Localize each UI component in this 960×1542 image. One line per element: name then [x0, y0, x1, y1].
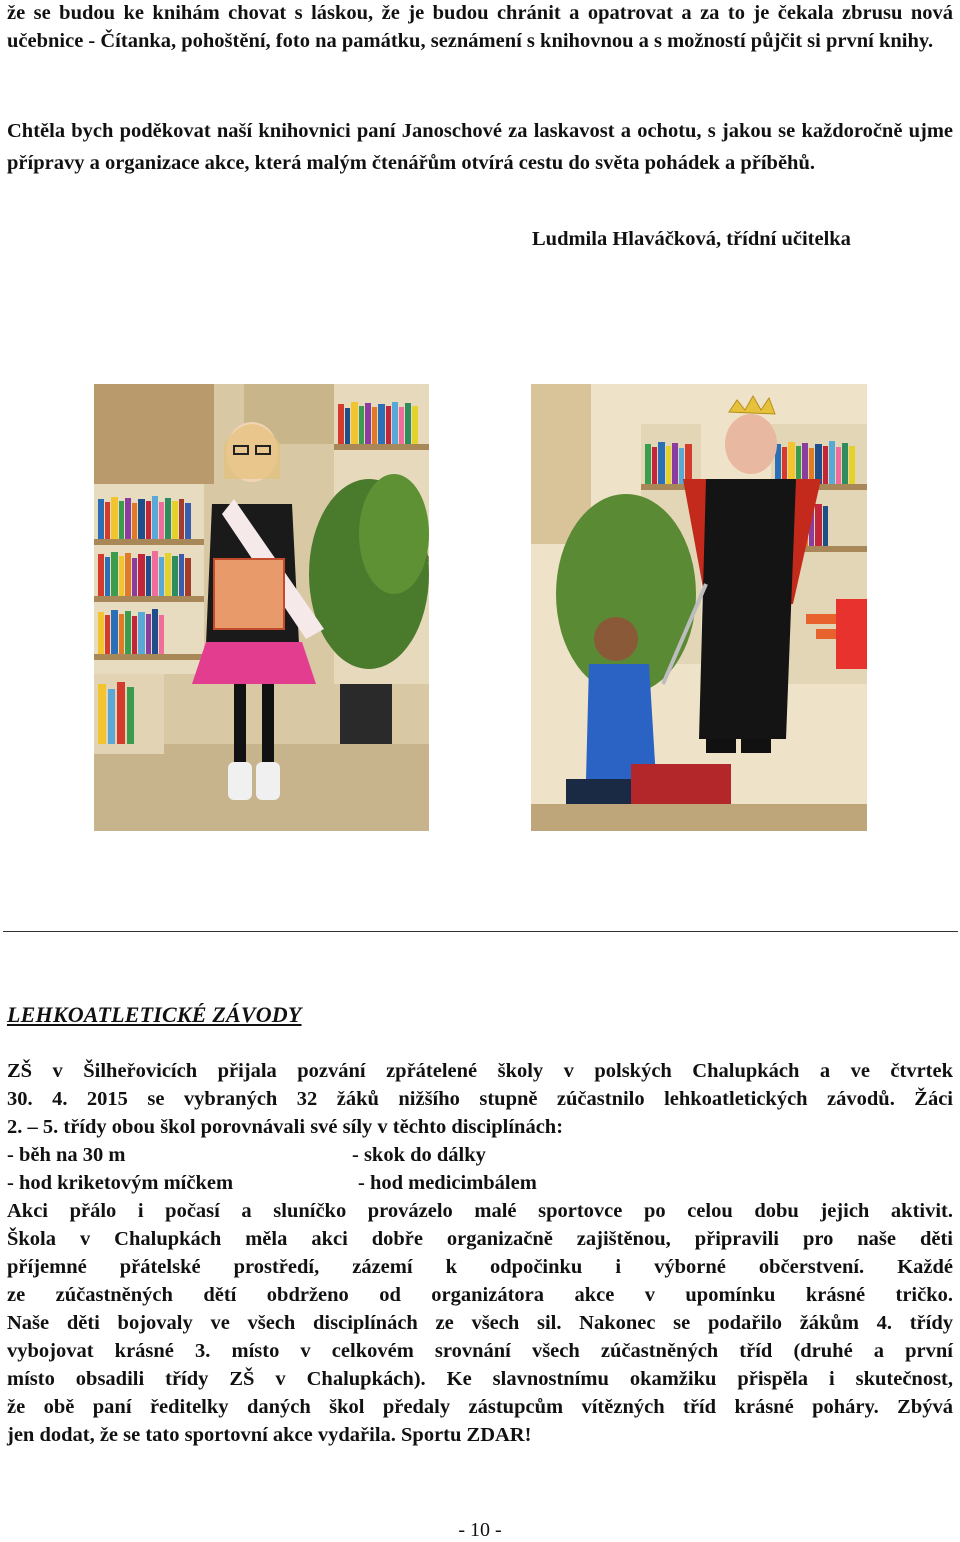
text-line: 2. – 5. třídy obou škol porovnávali své síly v těchto disciplínách:: [7, 1116, 564, 1138]
discipline-item: - běh na 30 m: [7, 1144, 126, 1166]
discipline-item: - hod kriketovým míčkem: [7, 1172, 234, 1194]
discipline-row: [7, 1169, 953, 1197]
text-line: 30. 4. 2015 se vybraných 32 žáků nižšího stupně zúčastnilo lehkoatletických závodů. Žáci: [7, 1088, 953, 1110]
section-title: LEHKOATLETICKÉ ZÁVODY: [7, 1002, 302, 1027]
text-line: ze zúčastněných dětí obdrženo od organizátora akce v upomínku krásné tričko.: [7, 1284, 953, 1306]
intro-paragraph-2: Chtěla bych poděkovat naší knihovnici paní Janoschové za laskavost a ochotu, s jakou se každoročně ujme přípravy a organizace akce, která malým čtenářům otvírá cestu do světa pohádek a příběhů.: [7, 120, 953, 174]
text-line: Škola v Chalupkách měla akci dobře organizačně zajištěnou, připravili pro naše děti: [7, 1228, 953, 1250]
text-line: Naše děti bojovaly ve všech disciplínách ze všech sil. Nakonec se podařilo žákům 4. třídy: [7, 1312, 953, 1334]
text-line: Akci přálo i počasí a sluníčko provázelo malé sportovce po celou dobu jejich aktivit.: [7, 1200, 953, 1222]
text-line: jen dodat, že se tato sportovní akce vydařila. Sportu ZDAR!: [7, 1424, 532, 1446]
text-line: příjemné přátelské prostředí, zázemí k odpočinku i výborné občerstvení. Každé: [7, 1256, 953, 1278]
photo-queen-with-boy: [531, 384, 867, 831]
text-line: ZŠ v Šilheřovicích přijala pozvání zpřátelené školy v polských Chalupkách a ve čtvrtek: [7, 1060, 953, 1082]
discipline-item: - hod medicimbálem: [358, 1172, 537, 1194]
section-divider: [3, 931, 958, 932]
text-line: že obě paní ředitelky daných škol předaly zástupcům vítězných tříd krásné poháry. Zbývá: [7, 1396, 953, 1418]
discipline-item: - skok do dálky: [352, 1144, 486, 1166]
text-line: místo obsadili třídy ZŠ v Chalupkách). Ke slavnostnímu okamžiku přispěla i skutečnost,: [7, 1368, 953, 1390]
discipline-row: [7, 1141, 953, 1169]
intro-paragraph-1: že se budou ke knihám chovat s láskou, že je budou chránit a opatrovat a za to je čekala zbrusu nová učebnice - Čítanka, pohoštění, foto na památku, seznámení s knihovnou a s možností půjčit si první knihy.: [7, 2, 953, 52]
signature: Ludmila Hlaváčková, třídní učitelka: [532, 228, 851, 250]
page-number: - 10 -: [458, 1519, 502, 1541]
text-line: vybojovat krásné 3. místo v celkovém srovnání všech zúčastněných tříd (druhé a první: [7, 1340, 953, 1362]
photo-girl-with-book: [94, 384, 429, 831]
section-body: [7, 1057, 953, 1449]
